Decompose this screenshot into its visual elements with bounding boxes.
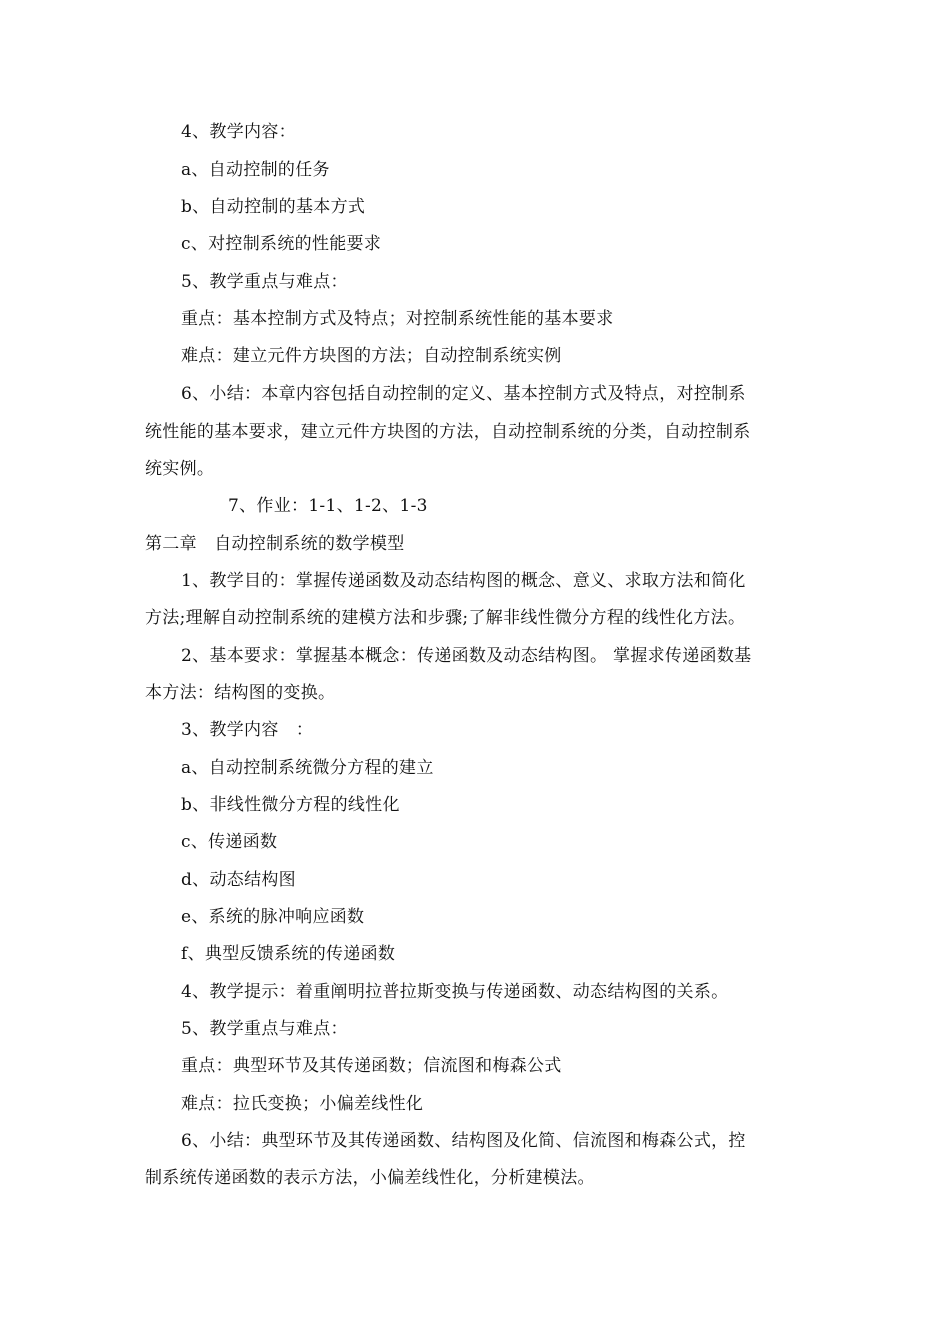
ch2-section-3-heading: 3、教学内容 ： <box>181 720 314 740</box>
ch1-difficult-points: 难点：建立元件方块图的方法；自动控制系统实例 <box>181 346 562 366</box>
ch2-requirements-line-2: 本方法：结构图的变换。 <box>145 683 336 703</box>
ch1-key-points: 重点：基本控制方式及特点；对控制系统性能的基本要求 <box>181 309 614 329</box>
ch1-homework: 7、作业：1-1、1-2、1-3 <box>228 496 428 516</box>
ch2-content-item-c: c、传递函数 <box>181 832 278 852</box>
ch1-summary-line-2: 统性能的基本要求，建立元件方块图的方法，自动控制系统的分类，自动控制系 <box>145 422 751 442</box>
ch2-summary-line-2: 制系统传递函数的表示方法，小偏差线性化，分析建模法。 <box>145 1168 595 1188</box>
ch1-content-item-c: c、对控制系统的性能要求 <box>181 234 382 254</box>
ch2-key-points: 重点：典型环节及其传递函数；信流图和梅森公式 <box>181 1056 562 1076</box>
ch2-content-item-e: e、系统的脉冲响应函数 <box>181 907 365 927</box>
ch2-objective-line-2: 方法;理解自动控制系统的建模方法和步骤;了解非线性微分方程的线性化方法。 <box>145 608 746 628</box>
ch1-summary-line-3: 统实例。 <box>145 459 215 479</box>
chapter-2-title: 第二章 自动控制系统的数学模型 <box>145 534 405 554</box>
ch2-difficult-points: 难点：拉氏变换；小偏差线性化 <box>181 1094 424 1114</box>
ch2-section-5-heading: 5、教学重点与难点： <box>181 1019 348 1039</box>
ch2-objective-line-1: 1、教学目的：掌握传递函数及动态结构图的概念、意义、求取方法和简化 <box>181 571 746 591</box>
ch2-content-item-a: a、自动控制系统微分方程的建立 <box>181 758 434 778</box>
ch2-requirements-line-1: 2、基本要求：掌握基本概念：传递函数及动态结构图。 掌握求传递函数基 <box>181 646 752 666</box>
ch2-content-item-d: d、动态结构图 <box>181 870 296 890</box>
ch1-content-item-b: b、自动控制的基本方式 <box>181 197 366 217</box>
ch2-summary-line-1: 6、小结：典型环节及其传递函数、结构图及化简、信流图和梅森公式，控 <box>181 1131 746 1151</box>
ch2-content-item-f: f、典型反馈系统的传递函数 <box>181 944 396 964</box>
ch1-section-5-heading: 5、教学重点与难点： <box>181 272 348 292</box>
ch2-teaching-tips: 4、教学提示：着重阐明拉普拉斯变换与传递函数、动态结构图的关系。 <box>181 982 729 1002</box>
ch1-content-item-a: a、自动控制的任务 <box>181 160 330 180</box>
ch1-section-4-heading: 4、教学内容： <box>181 122 296 142</box>
ch1-summary-line-1: 6、小结：本章内容包括自动控制的定义、基本控制方式及特点，对控制系 <box>181 384 746 404</box>
ch2-content-item-b: b、非线性微分方程的线性化 <box>181 795 400 815</box>
